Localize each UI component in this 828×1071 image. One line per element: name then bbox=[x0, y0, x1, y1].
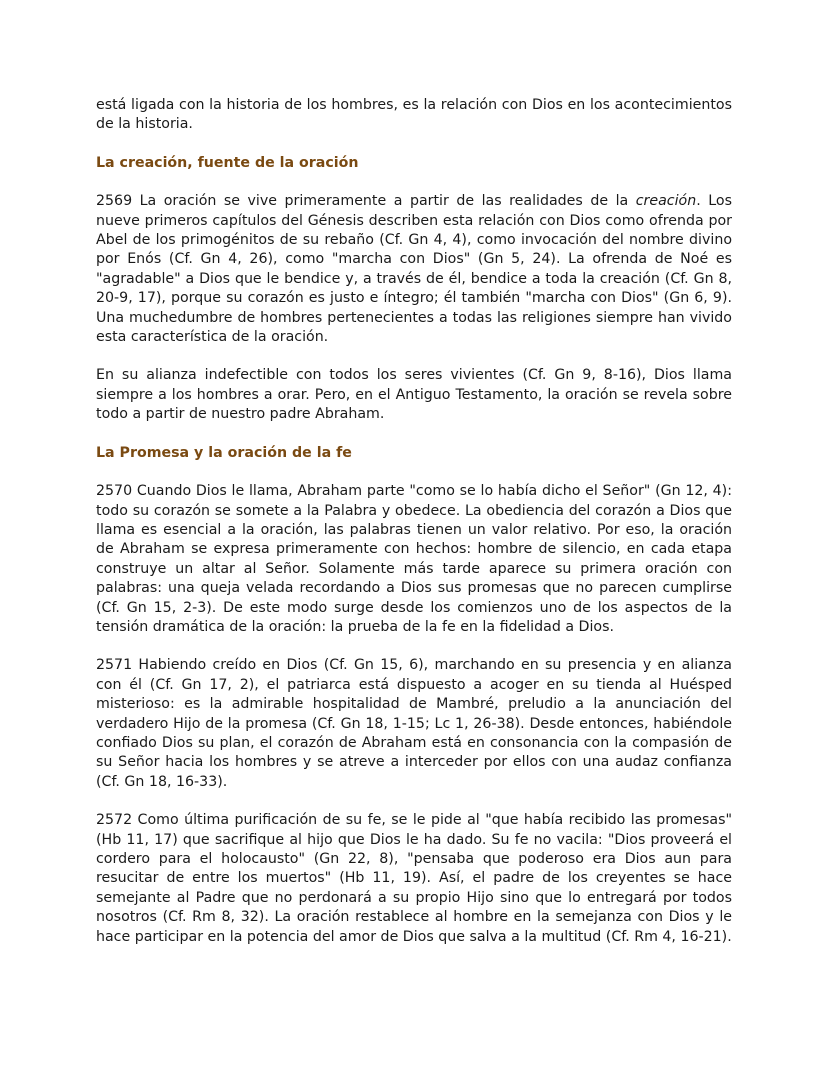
document-page bbox=[96, 96, 732, 966]
paragraph-2569-emphasis: creación bbox=[635, 193, 697, 210]
paragraph-2571: 2571 Habiendo creído en Dios (Cf. Gn 15, 6), marchando en su presencia y en alianza con él (Cf. Gn 17, 2), el patriarca está dispuesto a acoger en su tienda al Huésped misterioso: es la admirable hospitalidad de Mambré, preludio a la anunciación del verdadero Hijo de la promesa (Cf. Gn 18, 1-15; Lc 1, 26-38). Desde entonces, habiéndole confiado Dios su plan, el corazón de Abraham está en consonancia con la compasión de su Señor hacia los hombres y se atreve a interceder por ellos con una audaz confianza (Cf. Gn 18, 16-33). bbox=[96, 657, 732, 790]
paragraph-2570: 2570 Cuando Dios le llama, Abraham parte "como se lo había dicho el Señor" (Gn 12, 4): todo su corazón se somete a la Palabra y obedece. La obediencia del corazón a Dios que llama es esencial a la oración, las palabras tienen un valor relativo. Por eso, la oración de Abraham se expresa primeramente con hechos: hombre de silencio, en cada etapa construye un altar al Señor. Solamente más tarde aparece su primera oración con palabras: una queja velada recordando a Dios sus promesas que no parecen cumplirse (Cf. Gn 15, 2-3). De este modo surge desde los comienzos uno de los aspectos de la tensión dramática de la oración: la prueba de la fe en la fidelidad a Dios. bbox=[96, 483, 732, 635]
paragraph-2569-start: 2569 La oración se vive primeramente a partir de las realidades de la bbox=[96, 193, 636, 210]
paragraph-alianza: En su alianza indefectible con todos los seres vivientes (Cf. Gn 9, 8-16), Dios llama siempre a los hombres a orar. Pero, en el Antiguo Testamento, la oración se revela sobre todo a partir de nuestro padre Abraham. bbox=[96, 367, 732, 423]
intro-paragraph: está ligada con la historia de los hombres, es la relación con Dios en los acontecimientos de la historia. bbox=[96, 97, 732, 133]
paragraph-2569 bbox=[96, 192, 732, 347]
paragraph-2569-end: . Los nueve primeros capítulos del Génesis describen esta relación con Dios como ofrenda por Abel de los primogénitos de su rebaño (Cf. Gn 4, 4), como invocación del nombre divino por Enós (Cf. Gn 4, 26), como "marcha con Dios" (Gn 5, 24). La ofrenda de Noé es "agradable" a Dios que le bendice y, a través de él, bendice a toda la creación (Cf. Gn 8, 20-9, 17), porque su corazón es justo e íntegro; él también "marcha con Dios" (Gn 6, 9). Una muchedumbre de hombres pertenecientes a todas las religiones siempre han vivido esta característica de la oración. bbox=[96, 193, 732, 346]
section-heading-creation: La creación, fuente de la oración bbox=[96, 154, 359, 171]
section-heading-promise: La Promesa y la oración de la fe bbox=[96, 444, 352, 461]
paragraph-2572: 2572 Como última purificación de su fe, se le pide al "que había recibido las promesas" (Hb 11, 17) que sacrifique al hijo que Dios le ha dado. Su fe no vacila: "Dios proveerá el cordero para el holocausto" (Gn 22, 8), "pensaba que poderoso era Dios aun para resucitar de entre los muertos" (Hb 11, 19). Así, el padre de los creyentes se hace semejante al Padre que no perdonará a su propio Hijo sino que lo entregará por todos nosotros (Cf. Rm 8, 32). La oración restablece al hombre en la semejanza con Dios y le hace participar en la potencia del amor de Dios que salva a la multitud (Cf. Rm 4, 16-21). bbox=[96, 812, 732, 945]
